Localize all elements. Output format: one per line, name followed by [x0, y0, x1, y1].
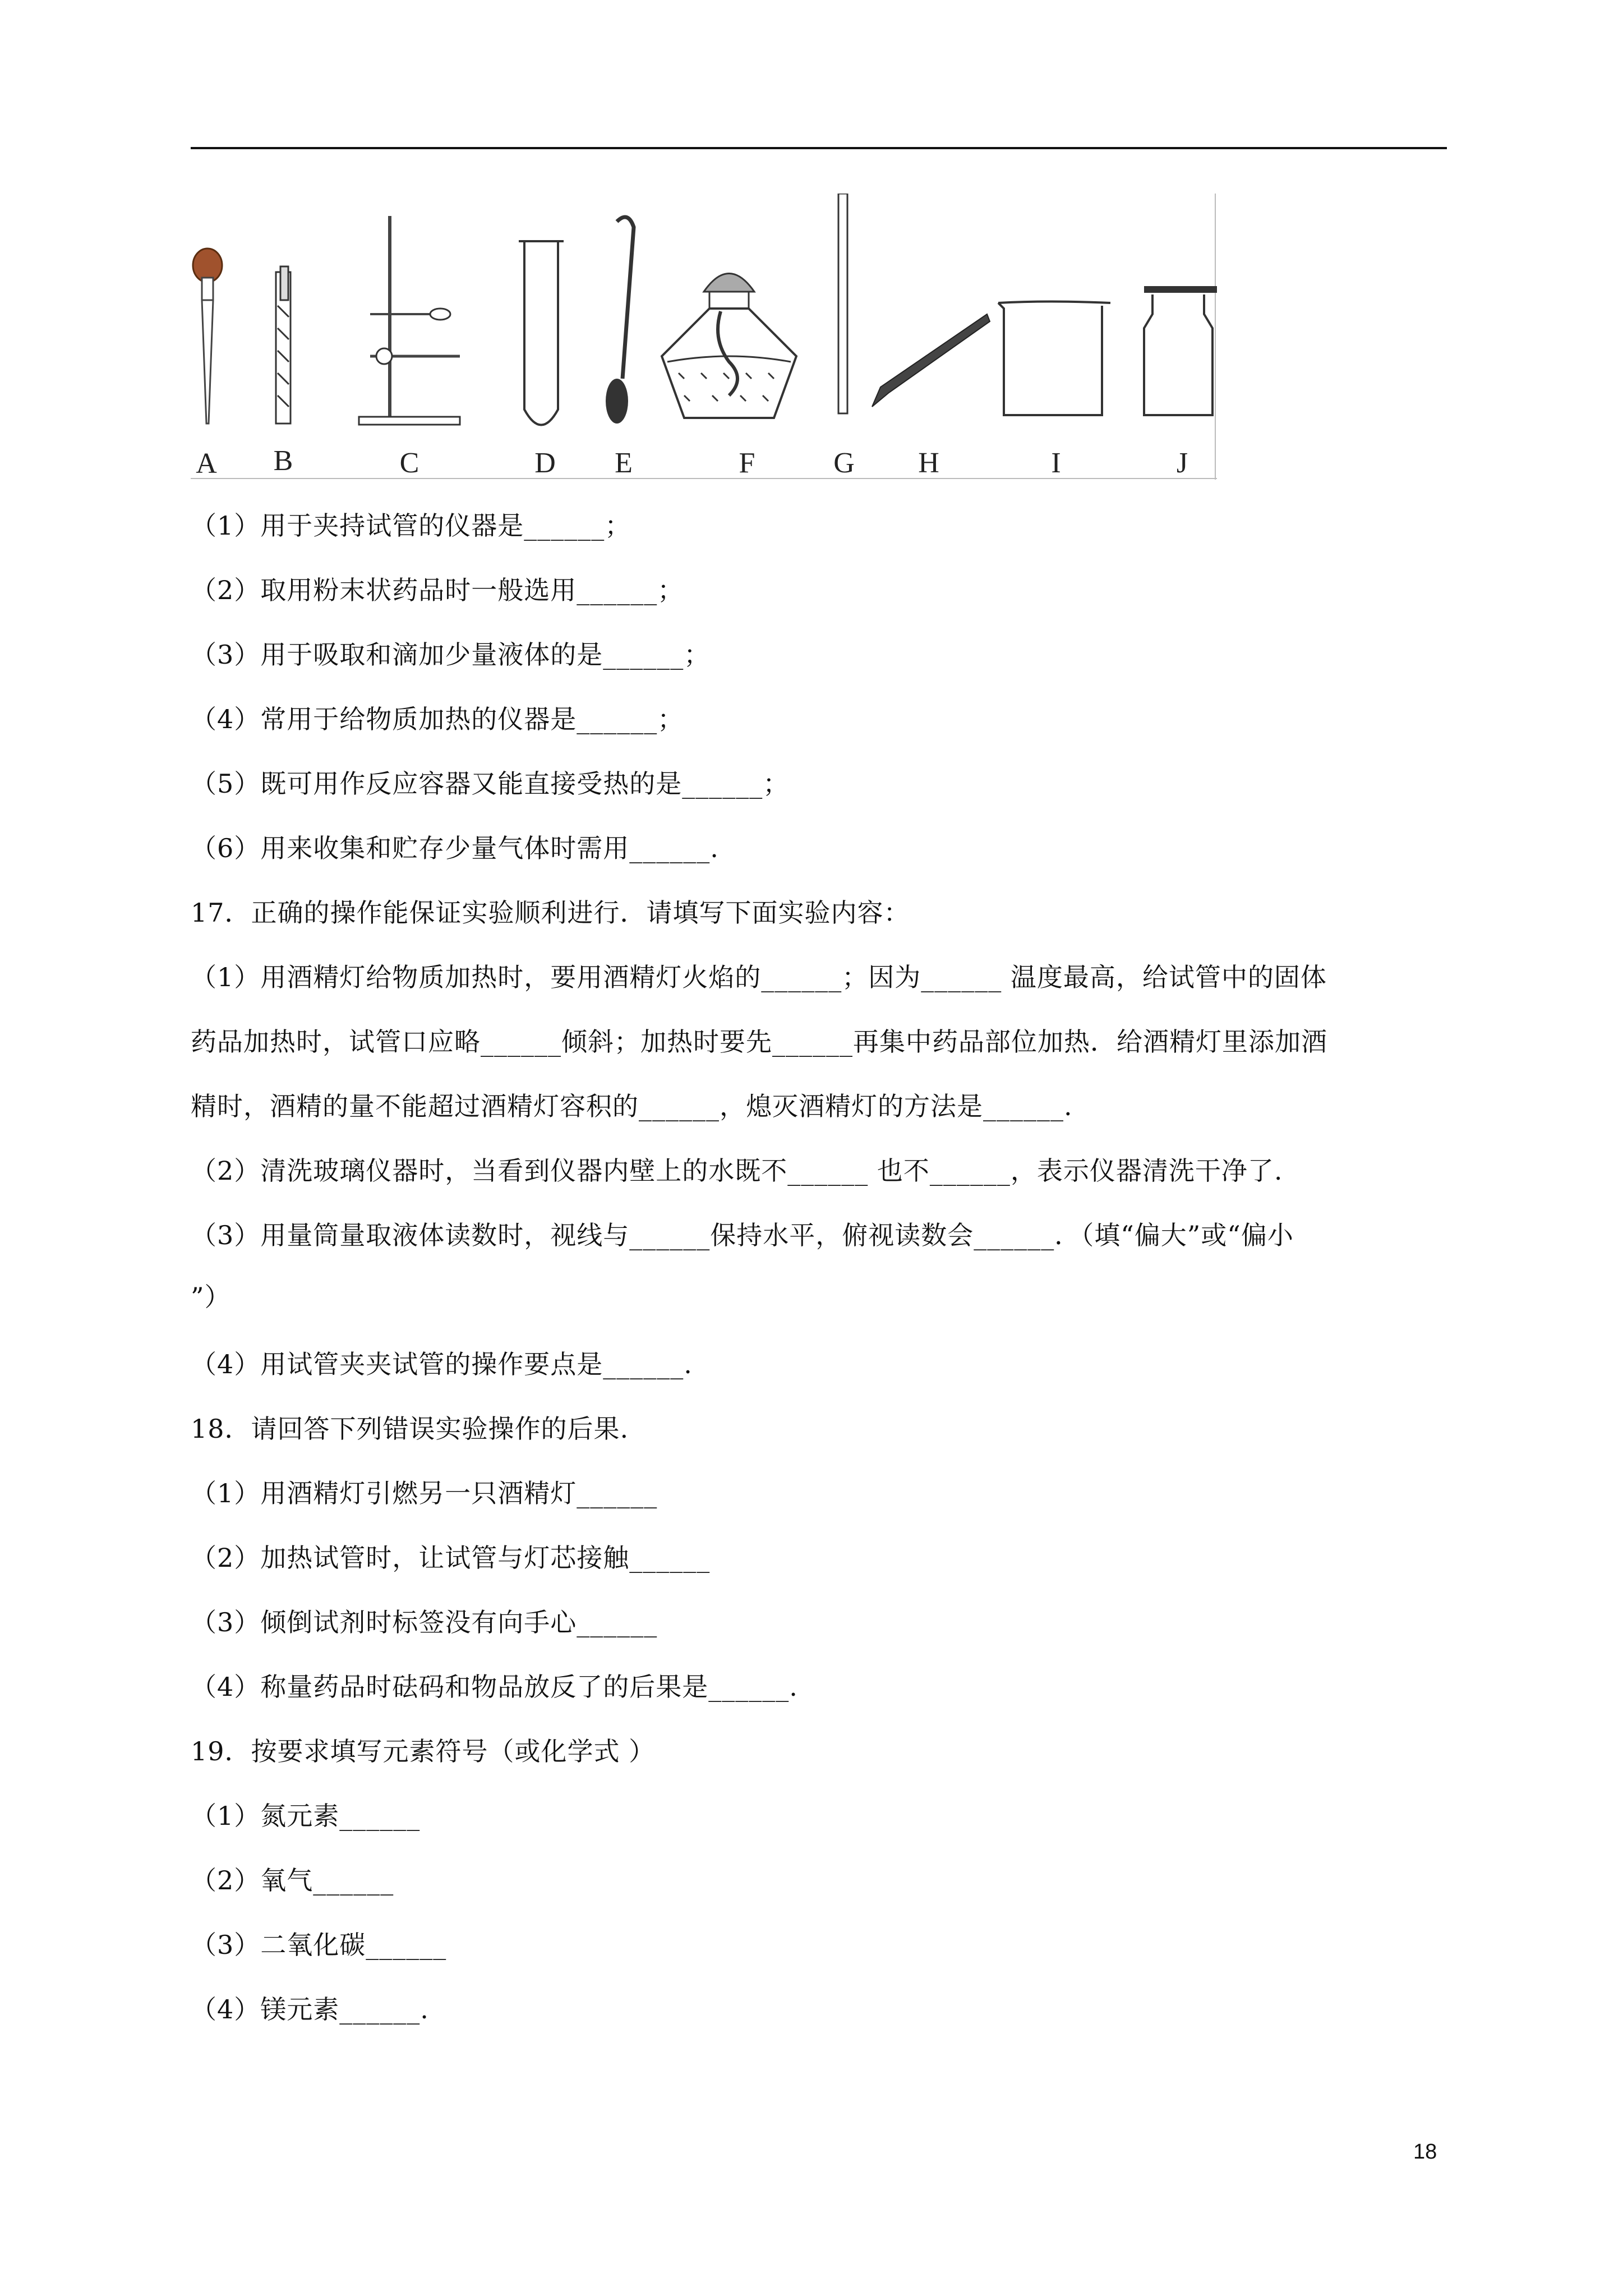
q18-part-1: （1）用酒精灯引燃另一只酒精灯______ [191, 1478, 658, 1508]
figure-label-j: J [1176, 447, 1188, 479]
beaker-icon [998, 302, 1110, 416]
figure-label-c: C [399, 447, 419, 479]
q17-part-2: （2）清洗玻璃仪器时，当看到仪器内壁上的水既不______ 也不______，表示仪器清洗干净了. [191, 1156, 1283, 1186]
q16-part-1: （1）用于夹持试管的仪器是______； [191, 510, 631, 541]
q17-title: 17．正确的操作能保证实验顺利进行．请填写下面实验内容： [191, 898, 910, 928]
figure-label-g: G [833, 447, 855, 479]
q19-part-2: （2）氧气______ [191, 1865, 394, 1895]
figure-label-e: E [615, 447, 633, 479]
q16-part-5: （5）既可用作反应容器又能直接受热的是______； [191, 769, 790, 799]
q16-part-6: （6）用来收集和贮存少量气体时需用______. [191, 833, 719, 863]
q16-part-2: （2）取用粉末状药品时一般选用______； [191, 575, 684, 605]
page-number: 18 [1413, 2140, 1437, 2164]
figure-label-b: B [273, 445, 293, 477]
q19-title: 19．按要求填写元素符号（或化学式 ） [191, 1736, 656, 1766]
q16-part-3: （3）用于吸取和滴加少量液体的是______； [191, 639, 711, 670]
figure-label-f: F [739, 447, 755, 479]
q17-part-1-line-3: 精时，酒精的量不能超过酒精灯容积的______，熄灭酒精灯的方法是______. [191, 1091, 1073, 1121]
q19-part-3: （3）二氧化碳______ [191, 1930, 447, 1960]
test-tube-icon [519, 241, 564, 425]
figure-label-d: D [534, 447, 556, 479]
q17-part-3-line-1: （3）用量筒量取液体读数时，视线与______保持水平，俯视读数会______．（填“偏大”或“偏小 [191, 1220, 1294, 1250]
q17-part-1-line-2: 药品加热时，试管口应略______倾斜；加热时要先______再集中药品部位加热．给酒精灯里添加酒 [191, 1027, 1327, 1057]
test-tube-holder-icon [276, 266, 291, 424]
q16-part-4: （4）常用于给物质加热的仪器是______； [191, 704, 684, 734]
q18-part-3: （3）倾倒试剂时标签没有向手心______ [191, 1607, 658, 1637]
q18-title: 18．请回答下列错误实验操作的后果. [191, 1414, 629, 1444]
q18-part-4: （4）称量药品时砝码和物品放反了的后果是______. [191, 1672, 798, 1702]
figure-label-i: I [1051, 447, 1061, 479]
q19-part-1: （1）氮元素______ [191, 1801, 421, 1831]
lab-apparatus-figure [191, 194, 1217, 480]
glass-rod-icon [838, 194, 847, 413]
figure-label-a: A [196, 448, 217, 480]
q19-part-4: （4）镁元素______. [191, 1994, 429, 2024]
q17-part-1-line-1: （1）用酒精灯给物质加热时，要用酒精灯火焰的______；因为______ 温度最高，给试管中的固体 [191, 962, 1327, 992]
q18-part-2: （2）加热试管时，让试管与灯芯接触______ [191, 1543, 711, 1573]
figure-label-h: H [918, 447, 939, 479]
header-rule [191, 147, 1447, 149]
q17-part-3-line-2: ”） [191, 1282, 231, 1312]
q17-part-4: （4）用试管夹夹试管的操作要点是______. [191, 1349, 693, 1379]
